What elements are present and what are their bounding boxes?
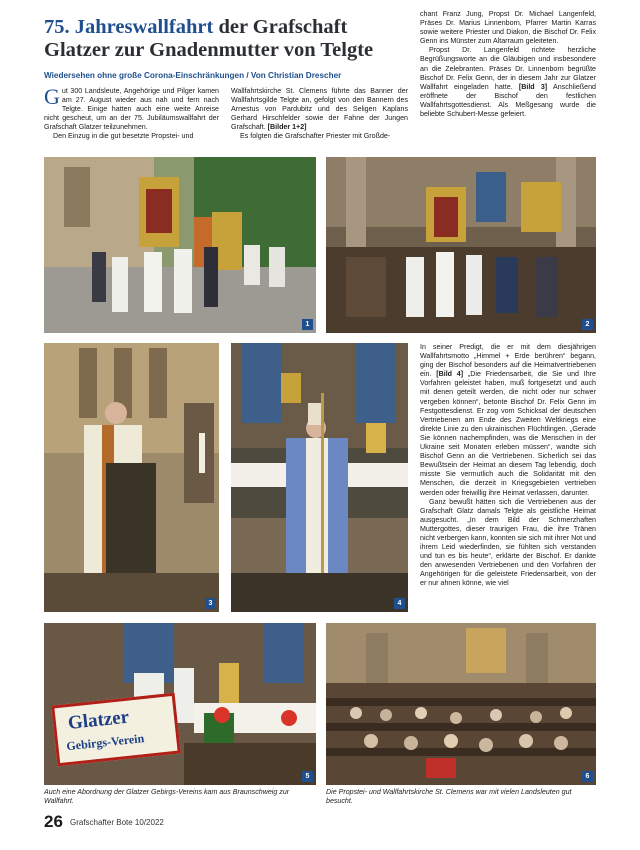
intro-col2-p2: Es folgten die Grafschafter Priester mit Großde- [240, 132, 391, 141]
article-subline: Wiedersehen ohne große Corona-Einschränkungen / Von Christian Drescher [44, 71, 342, 80]
photo-ref-1-2: [Bilder 1+2] [265, 123, 307, 132]
photo-procession-outside [44, 157, 316, 333]
body-column [420, 343, 596, 589]
intro-column-3 [420, 10, 596, 119]
photo-procession-inside [326, 157, 596, 333]
photo-number-5: 5 [302, 771, 313, 782]
photo-number-2: 2 [582, 319, 593, 330]
headline-accent: 75. Jahreswallfahrt [44, 16, 214, 38]
caption-photo-6: Die Propstei- und Wallfahrtskirche St. Clemens war mit vielen Landsleuten gut besucht. [326, 788, 572, 805]
photo-gebirgs-verein [44, 623, 316, 785]
page-number: 26 [44, 812, 63, 831]
photo-number-1: 1 [302, 319, 313, 330]
photo-number-4: 4 [394, 598, 405, 609]
intro-column-1 [44, 84, 219, 142]
photo-bishop-altar [231, 343, 408, 612]
intro-col3-p2a: Propst Dr. Langenfeld richtete herzliche Begrüßungsworte an die Gläubigen und insbesondere an die Zelebranten. Präses Dr. Linnenborn begrüßte Bischof Dr. Felix Genn, der in diesem Jahr zur Glatzer Wallfahrt eingeladen hatte. [420, 46, 596, 91]
photo-number-3: 3 [205, 598, 216, 609]
publication-name: Grafschafter Bote 10/2022 [70, 818, 164, 827]
intro-col3-p1: chant Franz Jung, Propst Dr. Michael Langenfeld, Präses Dr. Marius Linnenborn, Pfarrer Martin Karras sowie weitere Priester und Diakon, die Bischof Dr. Felix Genn ins Münster zum Altarraum geleiteten. [420, 10, 596, 46]
photo-6-image [326, 623, 596, 785]
photo-3-image [44, 343, 219, 612]
photo-1-image [44, 157, 316, 333]
body-p1a: In seiner Predigt, die er mit dem diesjährigen Wallfahrtsmotto „Himmel + Erde berühren“ begann, ging der Bischof besonders auf die Heimatvertriebenen ein. [420, 343, 596, 379]
photo-ref-4: [Bild 4] [431, 370, 464, 379]
intro-col1-p2: Den Einzug in die gut besetzte Propstei- und [53, 132, 194, 141]
intro-col3-p2b: Anschließend eröffnete der Bischof den festlichen Wallfahrtsgottesdienst. Als Meßgesang wurde die beliebte Schubert-Messe gefeiert. [420, 82, 596, 119]
gebirgs-verein-sign [51, 693, 181, 767]
photo-ref-3: [Bild 3] [512, 82, 548, 91]
sign-line-1: Glatzer [67, 706, 131, 734]
intro-col2-p1: Wallfahrtskirche St. Clemens führte das Banner der Wallfahrtsgilde Telgte an, gefolgt von den Bannern des Arnestus von Pardubitz und des Seligen Kaplans Gerhard Hirschfelder sowie der Fahne der Jungen Grafschaft. [231, 87, 408, 132]
headline-rest: der Grafschaft Glatzer zur Gnadenmutter von Telgte [44, 16, 374, 61]
photo-full-church [326, 623, 596, 785]
photo-2-image [326, 157, 596, 333]
sign-line-2: Gebirgs-Verein [65, 731, 145, 754]
drop-cap: G [44, 84, 60, 109]
photo-priest-lectern [44, 343, 219, 612]
photo-number-6: 6 [582, 771, 593, 782]
body-p1b: „Die Friedensarbeit, die Sie und Ihre Vorfahren geleistet haben, muß fortgesetzt und auch mit denen geteilt werden, die nicht oder nur schwer vergeben können“, betonte Bischof Dr. Felix Genn im Festgottesdienst. Er zog vom Schicksal der deutschen Vertriebenen am Ende des Zweiten Weltkriegs eine direkte Linie zu den ukrainischen Flüchtlingen. „Gerade Sie können nachempfinden, was die Menschen in der Ukraine seit Monaten erleben müssen“, wandte sich Bischof Genn an die Vertriebenen. Sicherlich sei das Bewußtsein der Heimat an diesem Tag lebendig, doch misste Sie vermutlich auch die Solidarität mit den Menschen, die derzeit in Kriegsgebieten vertrieben werden oder freiwillig ihre Heimat verlassen, darunter. [420, 370, 596, 497]
intro-col1-p1: ut 300 Landsleute, Angehörige und Pilger kamen am 27. August wieder aus nah und fern nach Telgte. Einige hatten auch eine weite Anreise nicht gescheut, um an der 75. Jubiläumswallfahrt der Grafschaft Glatzer teilzunehmen. [44, 87, 219, 132]
caption-photo-5: Auch eine Abordnung der Glatzer Gebirgs-Vereins kam aus Braunschweig zur Wallfahrt. [44, 788, 290, 805]
photo-4-image [231, 343, 408, 612]
article-headline [44, 16, 409, 62]
body-p2: Ganz bewußt hätten sich die Vertriebenen aus der Grafschaft Glatz damals Telgte als geistliche Heimat ausgesucht. „In dem Bild der Schmerzhaften Muttergottes, dieser traurigen Frau, die ihre Tränen nicht verbergen kann, konnten sie sich mit ihrer Not und ihrem Leid wiederfinden, sie fühlten sich verstanden und tun es bis heute“, erklärte der Bischof. Er dankte den anwesenden Vertriebenen und den Vorfahren der Angehörigen für die geleistete Friedensarbeit, von der er nur ahnen könne, wie viel [420, 497, 596, 588]
intro-column-2 [231, 87, 408, 142]
